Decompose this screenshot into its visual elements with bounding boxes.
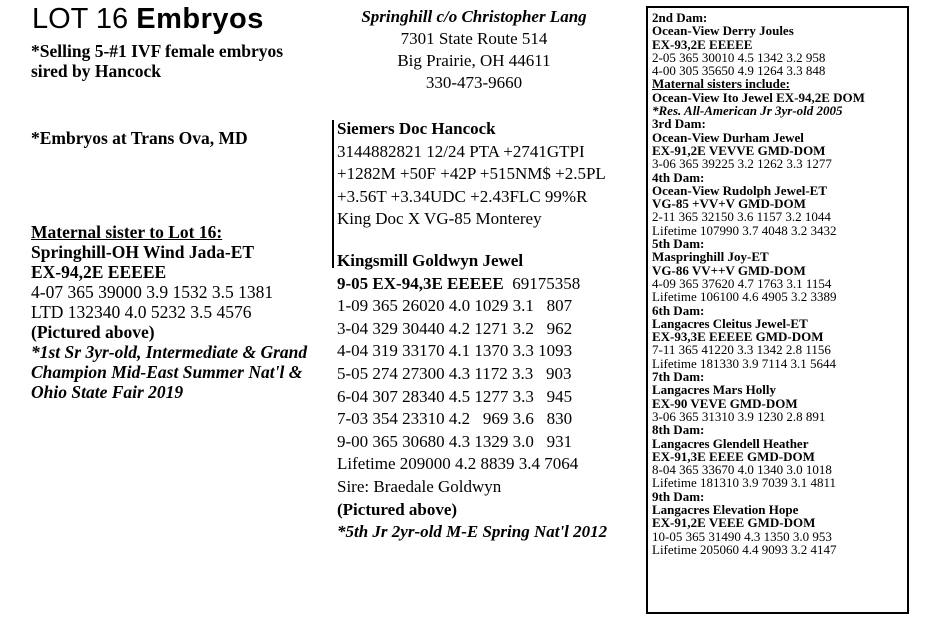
sire-divider [332, 120, 334, 268]
dam-record: 6-04 307 28340 4.5 1277 3.3 945 [337, 386, 573, 406]
sister-pictured: (Pictured above) [31, 322, 155, 342]
sire-line-1: 3144882821 12/24 PTA +2741GTPI [337, 141, 585, 161]
ancestor-heading: 6th Dam: [652, 302, 705, 318]
ancestor-line: Ocean-View Durham Jewel [652, 129, 804, 145]
ancestor-heading: 5th Dam: [652, 236, 705, 252]
ancestor-line: Lifetime 181310 3.9 7039 3.1 4811 [652, 475, 837, 491]
owner-name: Springhill c/o Christopher Lang [361, 7, 587, 26]
selling-note [31, 41, 283, 81]
ancestor-line: VG-85 +VV+V GMD-DOM [652, 196, 806, 212]
dam-classification [337, 273, 607, 296]
ancestor-line: Ocean-View Derry Joules [652, 23, 794, 39]
ancestor-dam-section [652, 304, 910, 370]
ancestor-line: Ocean-View Ito Jewel EX-94,2E DOM [652, 89, 865, 105]
sister-record-2: LTD 132340 4.0 5232 3.5 4576 [31, 302, 252, 322]
ancestor-line: VG-86 VV++V GMD-DOM [652, 262, 806, 278]
ancestor-line: Maspringhill Joy-ET [652, 249, 769, 265]
sister-classification: EX-94,2E EEEEE [31, 262, 167, 282]
selling-line-2: sired by Hancock [31, 61, 161, 81]
lot-title-embryos: Embryos [136, 3, 264, 35]
dam-award: *5th Jr 2yr-old M-E Spring Nat'l 2012 [337, 522, 608, 542]
sister-record-1: 4-07 365 39000 3.9 1532 3.5 1381 [31, 282, 274, 302]
ancestor-line: Langacres Cleitus Jewel-ET [652, 315, 808, 331]
ancestor-line: 3-06 365 31310 3.9 1230 2.8 891 [652, 408, 826, 424]
ancestor-dam-section [652, 11, 910, 117]
ancestor-dam-section [652, 117, 910, 170]
ancestor-line: EX-93,2E EEEEE [652, 36, 753, 52]
lot-number: LOT 16 [32, 3, 129, 35]
dam-section [337, 250, 607, 544]
maternal-sister-section [31, 222, 307, 402]
dam-class-score: 9-05 EX-94,3E EEEEE [337, 273, 504, 293]
sister-name: Springhill-OH Wind Jada-ET [31, 242, 255, 262]
sister-award-3: Ohio State Fair 2019 [31, 382, 184, 402]
sister-heading: Maternal sister to Lot 16: [31, 222, 223, 242]
dam-record: 9-00 365 30680 4.3 1329 3.0 931 [337, 431, 573, 451]
ancestor-heading: 7th Dam: [652, 369, 705, 385]
dam-record: 7-03 354 23310 4.2 969 3.6 830 [337, 409, 573, 429]
ancestor-dam-section [652, 171, 910, 237]
dam-record: 3-04 329 30440 4.2 1271 3.2 962 [337, 318, 573, 338]
ancestor-line: Langacres Elevation Hope [652, 501, 799, 517]
ancestor-line: Lifetime 181330 3.9 7114 3.1 5644 [652, 355, 837, 371]
ancestor-line: Lifetime 106100 4.6 4905 3.2 3389 [652, 289, 837, 305]
dam-id: 69175358 [512, 273, 581, 293]
ancestor-line: Lifetime 205060 4.4 9093 3.2 4147 [652, 541, 837, 557]
sire-name: Siemers Doc Hancock [337, 119, 496, 138]
ancestor-line: EX-91,2E VEVVE GMD-DOM [652, 142, 826, 158]
embryos-location: *Embryos at Trans Ova, MD [31, 128, 248, 148]
dam-record: 1-09 365 26020 4.0 1029 3.1 807 [337, 296, 573, 316]
ancestor-line: 2-11 365 32150 3.6 1157 3.2 1044 [652, 209, 831, 225]
sire-section [337, 118, 606, 231]
ancestor-line: 8-04 365 33670 4.0 1340 3.0 1018 [652, 462, 832, 478]
sire-line-3: +3.56T +3.34UDC +2.43FLC 99%R [337, 186, 588, 206]
ancestor-line: 7-11 365 41220 3.3 1342 2.8 1156 [652, 342, 831, 358]
dam-lifetime: Lifetime 209000 4.2 8839 3.4 7064 [337, 454, 579, 474]
ancestor-line: EX-90 VEVE GMD-DOM [652, 395, 798, 411]
dam-sire: Sire: Braedale Goldwyn [337, 476, 502, 496]
dam-name: Kingsmill Goldwyn Jewel [337, 251, 524, 270]
dam-pictured: (Pictured above) [337, 499, 458, 519]
owner-phone: 330-473-9660 [425, 73, 523, 92]
ancestor-line: Ocean-View Rudolph Jewel-ET [652, 182, 828, 198]
ancestor-heading: 4th Dam: [652, 169, 705, 185]
ancestor-line: 4-00 305 35650 4.9 1264 3.3 848 [652, 63, 826, 79]
ancestor-dam-section [652, 423, 910, 489]
owner-contact [334, 6, 614, 94]
ancestor-heading: 8th Dam: [652, 422, 705, 438]
dam-records [337, 295, 607, 476]
ancestor-heading: 2nd Dam: [652, 10, 708, 25]
ancestor-line: 3-06 365 39225 3.2 1262 3.3 1277 [652, 156, 832, 172]
ancestor-line: Langacres Glendell Heather [652, 435, 809, 451]
ancestor-heading: 9th Dam: [652, 488, 705, 504]
ancestor-line: 10-05 365 31490 4.3 1350 3.0 953 [652, 528, 832, 544]
owner-city: Big Prairie, OH 44611 [397, 51, 551, 70]
ancestor-line: Langacres Mars Holly [652, 382, 776, 398]
ancestor-line: *Res. All-American Jr 3yr-old 2005 [652, 103, 843, 119]
sister-award-1: *1st Sr 3yr-old, Intermediate & Grand [31, 342, 308, 362]
ancestor-line: Lifetime 107990 3.7 4048 3.2 3432 [652, 222, 837, 238]
sire-line-4: King Doc X VG-85 Monterey [337, 209, 542, 229]
ancestor-line: EX-93,3E EEEEE GMD-DOM [652, 329, 824, 345]
ancestor-dam-section [652, 237, 910, 303]
ancestor-line: Maternal sisters include: [652, 76, 790, 92]
page-title [32, 4, 264, 34]
ancestor-heading: 3rd Dam: [652, 116, 706, 132]
owner-address: 7301 State Route 514 [400, 29, 548, 48]
ancestor-dam-section [652, 490, 910, 556]
ancestor-line: EX-91,2E VEEE GMD-DOM [652, 515, 816, 531]
ancestor-line: 4-09 365 37620 4.7 1763 3.1 1154 [652, 275, 832, 291]
dam-record: 4-04 319 33170 4.1 1370 3.3 1093 [337, 341, 573, 361]
sister-award-2: Champion Mid-East Summer Nat'l & [31, 362, 303, 382]
selling-line-1: *Selling 5-#1 IVF female embryos [31, 41, 284, 61]
ancestor-dam-section [652, 370, 910, 423]
sire-line-2: +1282M +50F +42P +515NM$ +2.5PL [337, 164, 606, 184]
dam-record: 5-05 274 27300 4.3 1172 3.3 903 [337, 363, 572, 383]
ancestor-line: EX-91,3E EEEE GMD-DOM [652, 448, 815, 464]
ancestor-line: 2-05 365 30010 4.5 1342 3.2 958 [652, 49, 826, 65]
ancestry-list [652, 11, 910, 556]
